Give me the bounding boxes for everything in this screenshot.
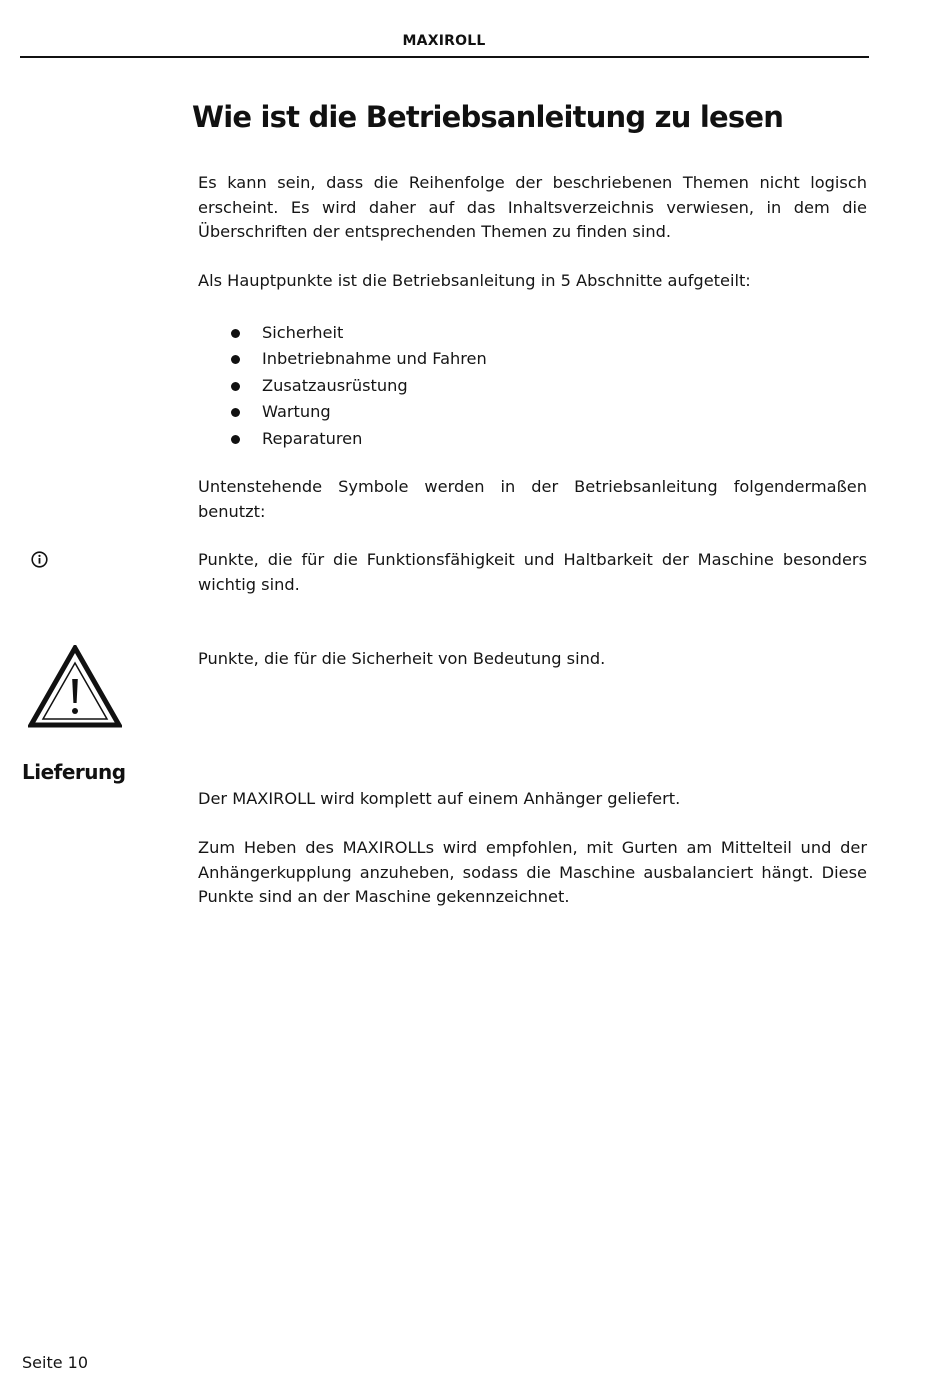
document-header-title: MAXIROLL (402, 33, 486, 49)
bullet-icon (231, 408, 240, 417)
list-item-label: Sicherheit (262, 323, 344, 342)
delivery-heading: Lieferung (22, 760, 126, 784)
bullet-icon (231, 329, 240, 338)
list-item-label: Reparaturen (262, 428, 363, 448)
info-icon (31, 551, 48, 568)
sections-intro-paragraph: Als Hauptpunkte ist die Betriebsanleitung in 5 Abschnitte aufgeteilt: (198, 271, 751, 290)
warning-symbol-text: Punkte, die für die Sicherheit von Bedeutung sind. (198, 649, 606, 668)
list-item-label: Zusatzausrüstung (262, 375, 408, 395)
list-item-label: Wartung (262, 402, 331, 422)
info-symbol-text: Punkte, die für die Funktionsfähigkeit und Haltbarkeit der Maschine besonders wichtig sind. (198, 550, 867, 594)
bullet-icon (231, 435, 240, 444)
list-item (198, 426, 487, 452)
intro-paragraph: Es kann sein, dass die Reihenfolge der beschriebenen Themen nicht logisch erscheint. Es wird daher auf das Inhaltsverzeichnis verwiesen, in dem die Überschriften der entsprechenden Themen zu finden sind. (198, 173, 867, 242)
delivery-paragraph-2: Zum Heben des MAXIROLLs wird empfohlen, mit Gurten am Mittelteil und der Anhängerkupplung anzuheben, sodass die Maschine ausbalanciert hängt. Diese Punkte sind an der Maschine gekennzeichnet. (198, 838, 867, 907)
list-item (198, 320, 487, 346)
list-item-label: Inbetriebnahme und Fahren (262, 349, 487, 369)
list-item (198, 373, 487, 399)
bullet-icon (231, 382, 240, 391)
warning-triangle-icon (28, 645, 122, 729)
page-number: Seite 10 (22, 1353, 89, 1372)
delivery-paragraph-1: Der MAXIROLL wird komplett auf einem Anhänger geliefert. (198, 789, 681, 808)
list-item (198, 399, 487, 425)
list-item (198, 346, 487, 372)
header-divider (20, 56, 869, 58)
section-title: Wie ist die Betriebsanleitung zu lesen (192, 100, 784, 134)
bullet-icon (231, 355, 240, 364)
symbols-intro-paragraph: Untenstehende Symbole werden in der Betriebsanleitung folgendermaßen benutzt: (198, 477, 867, 521)
sections-list (198, 320, 487, 452)
